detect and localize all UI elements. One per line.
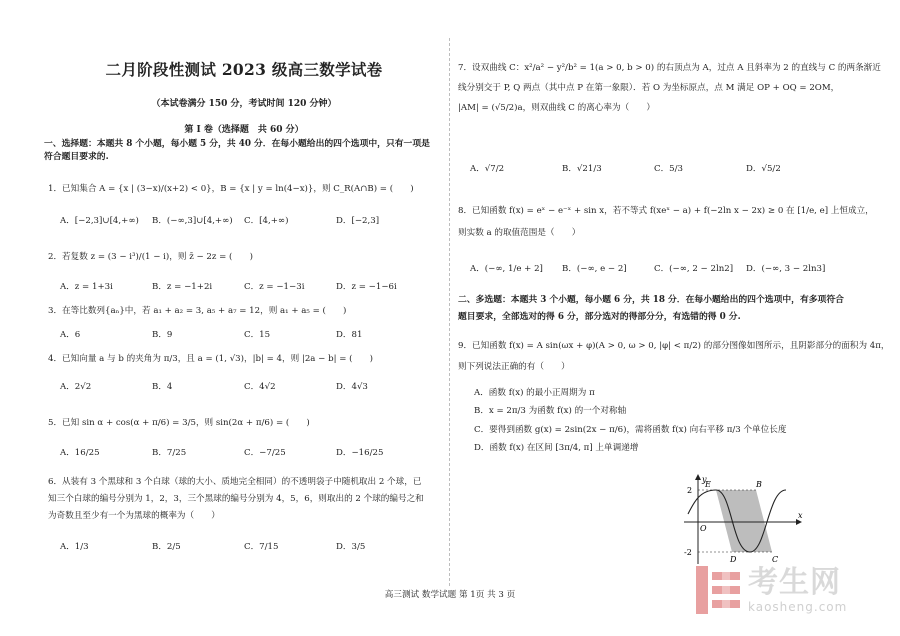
- q1-option-d: D．[−2,3]: [336, 216, 380, 226]
- exam-subtitle: （本试卷满分 150 分，考试时间 120 分钟）: [151, 99, 337, 109]
- q4-option-a: A．2√2: [60, 382, 92, 392]
- point-c-label: C: [772, 555, 779, 564]
- y-label-2: 2: [687, 486, 693, 495]
- question-3-options: [60, 328, 428, 340]
- watermark-logo-icon: [696, 566, 740, 614]
- q6-option-b: B．2/5: [152, 542, 181, 552]
- q6-line-3: 为奇数且至少有一个为黑球的概率为（ ）: [48, 510, 220, 521]
- point-d-label: D: [730, 555, 737, 564]
- q5-option-d: D．−16/25: [336, 448, 384, 458]
- section-1-line-2: 符合题目要求的.: [44, 152, 109, 163]
- q9-line-2: 则下列说法正确的有（ ）: [458, 362, 570, 373]
- question-7-stem: [458, 58, 881, 119]
- q6-option-d: D．3/5: [336, 542, 366, 552]
- watermark: [696, 566, 847, 614]
- q8-line-2: 则实数 a 的取值范围是（ ）: [458, 228, 581, 239]
- y-axis-label: y: [702, 475, 707, 484]
- q1-option-c: C．[4,+∞): [244, 216, 289, 226]
- section-2-line-2: 题目要求，全部选对的得 6 分，部分选对的得部分分，有选错的得 0 分.: [458, 311, 741, 322]
- question-4-options: [60, 380, 428, 392]
- q4-option-c: C．4√2: [244, 382, 276, 392]
- q5-option-c: C．−7/25: [244, 448, 286, 458]
- question-8-stem: [458, 200, 874, 245]
- section-2-instructions: [458, 292, 858, 325]
- question-6-options: [60, 540, 428, 552]
- y-label-neg2: -2: [684, 548, 692, 557]
- sine-graph-figure: [676, 474, 806, 566]
- y-axis-arrow-icon: [695, 474, 701, 480]
- q9-line-1: 9．已知函数 f(x) = A sin(ωx + φ)(A > 0, ω > 0, |φ| < π/2) 的部分图像如图所示，且阴影部分的面积为 4π，: [458, 341, 890, 351]
- part-heading: 第 I 卷（选择题 共 60 分）: [184, 125, 304, 135]
- q8-option-c: C．(−∞, 2 − 2ln2]: [654, 264, 734, 274]
- question-5-options: [60, 446, 428, 458]
- x-axis-label: x: [798, 511, 803, 520]
- question-6-stem: [48, 474, 424, 524]
- q7-line-3: |AM| = (√5/2)a，则双曲线 C 的离心率为（ ）: [458, 103, 655, 114]
- q1-option-a: A．[−2,3]∪[4,+∞): [60, 216, 139, 226]
- question-9-options: [474, 384, 786, 458]
- watermark-text: 考生网: [748, 565, 841, 600]
- q5-option-b: B．7/25: [152, 448, 187, 458]
- q7-option-a: A．√7/2: [470, 164, 505, 174]
- section-1-instructions: [44, 138, 444, 164]
- q4-option-b: B．4: [152, 382, 173, 392]
- q9-option-b: B．x = 2π/3 为函数 f(x) 的一个对称轴: [474, 406, 627, 417]
- q9-option-d: D．函数 f(x) 在区间 [3π/4, π] 上单调递增: [474, 443, 639, 454]
- question-8-options: [470, 262, 838, 274]
- question-1-options: [60, 214, 428, 226]
- q6-option-a: A．1/3: [60, 542, 89, 552]
- question-2-options: [60, 280, 428, 292]
- q7-line-1: 7．设双曲线 C：x²/a² − y²/b² = 1(a > 0, b > 0) 的右顶点为 A，过点 A 且斜率为 2 的直线与 C 的两条渐近: [458, 63, 881, 73]
- point-b-label: B: [756, 480, 762, 489]
- q7-option-b: B．√21/3: [562, 164, 602, 174]
- question-5-stem: 5．已知 sin α + cos(α + π/6) = 3/5，则 sin(2α + π/6) = ( ): [48, 418, 310, 428]
- question-2-stem: 2．若复数 z = (3 − i³)/(1 − i)，则 z̄ − 2z = ( ): [48, 252, 253, 262]
- q5-option-a: A．16/25: [60, 448, 100, 458]
- q8-line-1: 8．已知函数 f(x) = eˣ − e⁻ˣ + sin x，若不等式 f(xeˣ − a) + f(−2ln x − 2x) ≥ 0 在 [1/e, e] 上恒成立，: [458, 206, 874, 216]
- q6-option-c: C．7/15: [244, 542, 279, 552]
- question-3-stem: 3．在等比数列{aₙ}中，若 a₁ + a₂ = 3, a₅ + a₇ = 12，则 a₁ + a₅ = ( ): [48, 306, 347, 316]
- q3-option-a: A．6: [60, 330, 81, 340]
- section-2-line-1: 二、多选题：本题共 3 个小题，每小题 6 分，共 18 分．在每小题给出的四个选项中，有多项符合: [458, 295, 844, 305]
- question-1-stem: 1．已知集合 A = {x | (3−x)/(x+2) < 0}，B = {x | y = ln(4−x)}，则 C_R(A∩B) = ( ): [48, 184, 414, 194]
- q6-line-2: 知三个白球的编号分别为 1，2，3，三个黑球的编号分别为 4，5，6，则取出的 2 个球的编号之和: [48, 493, 424, 504]
- q2-option-a: A．z = 1+3i: [60, 282, 113, 292]
- shaded-region: [716, 490, 772, 552]
- section-1-line-1: 一、选择题：本题共 8 个小题，每小题 5 分，共 40 分．在每小题给出的四个选项中，只有一项是: [44, 139, 430, 149]
- q3-option-b: B．9: [152, 330, 173, 340]
- q8-option-d: D．(−∞, 3 − 2ln3]: [746, 264, 826, 274]
- q7-option-d: D．√5/2: [746, 164, 781, 174]
- q8-option-a: A．(−∞, 1/e + 2]: [470, 264, 543, 274]
- q6-line-1: 6．从装有 3 个黑球和 3 个白球（球的大小、质地完全相同）的不透明袋子中随机取出 2 个球，已: [48, 477, 422, 487]
- q1-option-b: B．(−∞,3]∪[4,+∞): [152, 216, 233, 226]
- q2-option-c: C．z = −1−3i: [244, 282, 305, 292]
- q8-option-b: B．(−∞, e − 2]: [562, 264, 627, 274]
- q3-option-d: D．81: [336, 330, 363, 340]
- question-9-stem: [458, 336, 890, 379]
- q9-option-a: A．函数 f(x) 的最小正周期为 π: [474, 388, 595, 398]
- exam-title: 二月阶段性测试 2023 级高三数学试卷: [105, 60, 383, 79]
- watermark-url: kaosheng.com: [748, 600, 848, 614]
- q2-option-b: B．z = −1+2i: [152, 282, 213, 292]
- q7-option-c: C．5/3: [654, 164, 683, 174]
- q2-option-d: D．z = −1−6i: [336, 282, 397, 292]
- page-footer: 高三测试 数学试题 第 1页 共 3 页: [384, 590, 516, 600]
- question-7-options: [470, 162, 838, 174]
- q9-option-c: C．要得到函数 g(x) = 2sin(2x − π/6)，需将函数 f(x) 向右平移 π/3 个单位长度: [474, 424, 787, 435]
- point-e-label: E: [705, 480, 711, 489]
- question-4-stem: 4．已知向量 a 与 b 的夹角为 π/3，且 a = (1, √3)，|b| = 4，则 |2a − b| = ( ): [48, 354, 374, 364]
- q7-line-2: 线分别交于 P, Q 两点（其中点 P 在第一象限）．若 O 为坐标原点，点 M 满足 OP + OQ = 2OM，: [458, 83, 840, 94]
- origin-label: O: [700, 524, 707, 533]
- column-divider: [449, 38, 450, 586]
- q4-option-d: D．4√3: [336, 382, 368, 392]
- q3-option-c: C．15: [244, 330, 271, 340]
